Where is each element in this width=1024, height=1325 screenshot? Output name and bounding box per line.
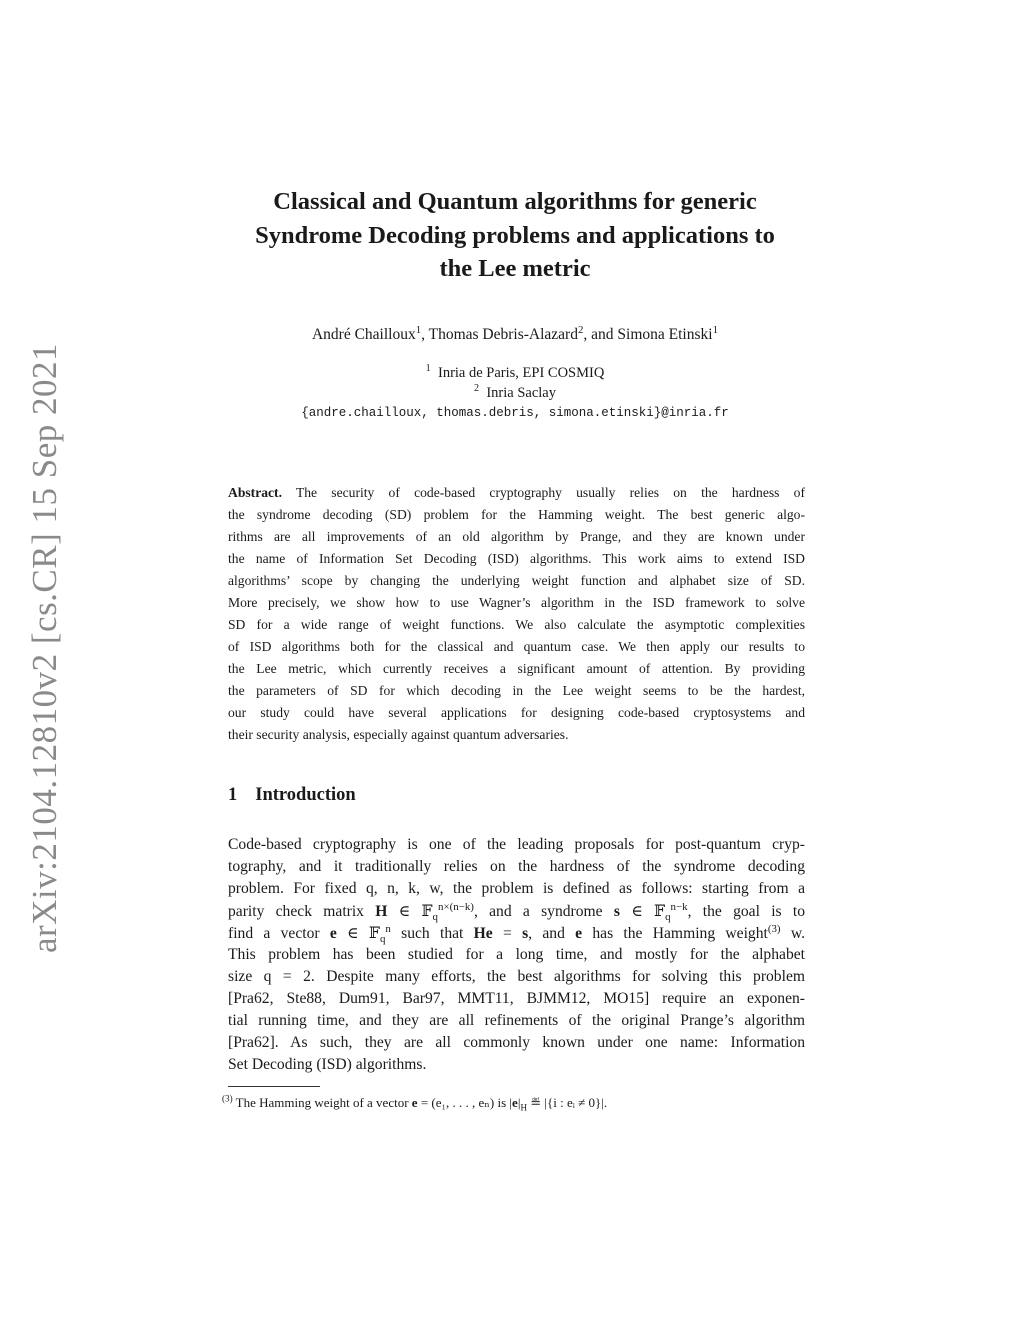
section-title: Introduction [255, 785, 356, 805]
text: , and [528, 925, 576, 942]
math: ∈ 𝔽 [619, 903, 666, 920]
math: e [512, 1095, 518, 1110]
abstract-line: the parameters of SD for which decoding in the Lee weight seems to be the hardest, [228, 683, 805, 698]
math: s [522, 925, 529, 942]
math: ∈ 𝔽 [336, 925, 380, 942]
abstract-line: the syndrome decoding (SD) problem for the Hamming weight. The best generic algo- [228, 507, 805, 522]
intro-line: [Pra62]. As such, they are all commonly known under one name: Information [228, 1034, 805, 1051]
authors [0, 323, 1024, 344]
intro-line: size q = 2. Despite many efforts, the best algorithms for solving this problem [228, 968, 805, 985]
text: , the goal is to [687, 903, 805, 920]
section-heading [228, 785, 356, 806]
math: | [517, 1095, 521, 1110]
intro-line: Set Decoding (ISD) algorithms. [228, 1056, 427, 1073]
text: find a vector [228, 925, 330, 942]
footnote-ref[interactable]: (3) [767, 922, 781, 935]
intro-line: tial running time, and they are all refinements of the original Prange’s algorithm [228, 1012, 805, 1029]
abstract-line: their security analysis, especially against quantum adversaries. [228, 727, 569, 742]
math: n×(n−k) [438, 900, 474, 913]
author-affil-mark: 1 [712, 323, 718, 336]
intro-line: This problem has been studied for a long time, and mostly for the alphabet [228, 946, 805, 963]
text: such that [390, 925, 474, 942]
abstract-line: the name of Information Set Decoding (ISD) algorithms. This work aims to extend ISD [228, 551, 805, 566]
affiliation-1 [0, 365, 1024, 382]
abstract-line: More precisely, we show how to use Wagner’s algorithm in the ISD framework to solve [228, 595, 805, 610]
affil-mark: 1 [425, 363, 431, 375]
math: H [375, 903, 388, 920]
author-name: André Chailloux [311, 326, 416, 343]
abstract-line: SD for a wide range of weight functions. We also calculate the asymptotic complexities [228, 617, 805, 632]
text: has the Hamming weight [582, 925, 768, 942]
math: ∈ 𝔽 [387, 903, 433, 920]
intro-line: tography, and it traditionally relies on the hardness of the syndrome decoding [228, 858, 805, 875]
math: H [520, 1102, 528, 1113]
intro-line [228, 922, 805, 946]
math: ≝ |{i : eᵢ ≠ 0}|. [527, 1095, 608, 1110]
paper-title-line-1: Classical and Quantum algorithms for generic [273, 188, 757, 215]
abstract-line: the Lee metric, which currently receives a significant amount of attention. By providing [228, 661, 805, 676]
affiliation-2 [0, 385, 1024, 402]
footnote-mark: (3) [222, 1093, 233, 1104]
math: = (e₁, . . . , eₙ) is | [417, 1095, 513, 1110]
math: = [492, 925, 523, 942]
paper-title-line-2: Syndrome Decoding problems and applications to [255, 222, 775, 249]
abstract-line: our study could have several applications for designing code-based cryptosystems and [228, 705, 805, 720]
text: w. [780, 925, 805, 942]
abstract-label: Abstract. [228, 485, 282, 500]
abstract-line: of ISD algorithms both for the classical and quantum case. We then apply our results to [228, 639, 805, 654]
footnote-rule [228, 1086, 320, 1087]
abstract-line: rithms are all improvements of an old algorithm by Prange, and they are known under [228, 529, 805, 544]
text: The Hamming weight of a vector [232, 1095, 412, 1110]
math: n [385, 922, 391, 935]
author-affil-mark: 2 [577, 323, 584, 336]
intro-line: Code-based cryptography is one of the leading proposals for post-quantum cryp- [228, 836, 805, 853]
author-affil-mark: 1 [415, 323, 422, 336]
math: q [379, 933, 386, 946]
text: parity check matrix [228, 903, 376, 920]
text: , and a syndrome [473, 903, 614, 920]
footnote [222, 1095, 607, 1111]
math: s [613, 903, 620, 920]
affil-name: Inria Saclay [486, 385, 556, 401]
math: q [665, 911, 671, 924]
author-name: , Thomas Debris-Alazard [421, 326, 578, 343]
math: He [473, 925, 493, 942]
author-name: , and Simona Etinski [583, 326, 713, 343]
email: {andre.chailloux, thomas.debris, simona.etinski}@inria.fr [301, 406, 729, 420]
math: e [329, 925, 337, 942]
affil-mark: 2 [474, 383, 480, 395]
abstract-text: The security of code-based cryptography usually relies on the hardness of [281, 485, 805, 500]
intro-line: problem. For fixed q, n, k, w, the problem is defined as follows: starting from a [228, 880, 805, 897]
section-number: 1 [228, 785, 238, 805]
affil-name: Inria de Paris, EPI COSMIQ [437, 365, 605, 381]
math: n−k [670, 900, 688, 913]
math: e [411, 1095, 418, 1110]
math: q [432, 911, 438, 924]
paper-title-line-3: the Lee metric [439, 255, 591, 282]
abstract-line [228, 485, 805, 501]
intro-line: [Pra62, Ste88, Dum91, Bar97, MMT11, BJMM12, MO15] require an exponen- [228, 990, 805, 1007]
arxiv-stamp: arXiv:2104.12810v2 [cs.CR] 15 Sep 2021 [25, 342, 64, 954]
abstract-line: algorithms’ scope by changing the underlying weight function and alphabet size of SD. [228, 573, 805, 588]
math: e [575, 925, 583, 942]
intro-line [228, 900, 805, 924]
